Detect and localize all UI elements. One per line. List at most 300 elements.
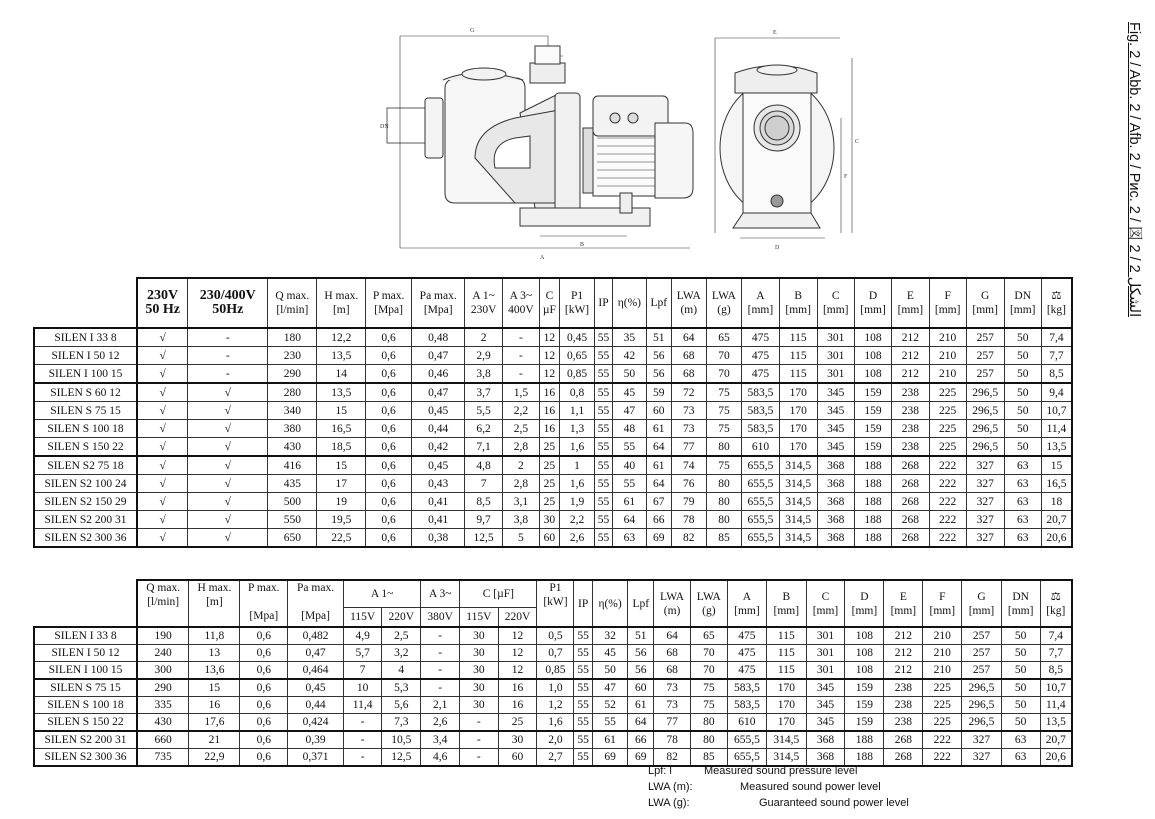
table-cell: 66 [628,731,654,749]
table-cell: 290 [137,679,189,697]
table-cell: 64 [628,714,654,732]
table-cell: 2,9 [465,347,502,365]
table-row [34,697,1072,714]
header-pmax: P max. [Mpa] [366,278,412,328]
table-cell: 327 [966,511,1004,529]
table-cell: 51 [646,328,671,347]
header-ip: IP [595,278,613,328]
table-cell: 12 [540,365,560,384]
table-cell: 55 [595,365,613,384]
dim-label-b: B [580,242,585,248]
table-cell: 257 [966,365,1004,384]
table-cell: 108 [854,328,891,347]
table-cell: 296,5 [966,438,1004,457]
table-cell: 80 [706,493,741,511]
table-cell: 55 [595,402,613,420]
table-cell: 30 [460,679,498,697]
table-cell: 238 [892,420,929,438]
table-cell: 12 [498,627,537,645]
table-cell: 65 [690,627,727,645]
table-cell: 212 [892,347,929,365]
table-cell: 296,5 [966,402,1004,420]
table-cell: 188 [854,475,891,493]
table-cell: 225 [923,714,962,732]
table-cell: 10,7 [1040,679,1072,697]
table-row [34,475,1072,493]
table-cell: 70 [706,365,741,384]
dim-label-e: E [773,30,777,36]
table-cell: 11,8 [189,627,240,645]
table-cell: 300 [137,662,189,680]
table-cell: 21 [189,731,240,749]
table-cell: 56 [628,645,654,662]
table-cell: 4,9 [343,627,381,645]
table-cell: 2,6 [559,529,595,548]
table-cell: 0,85 [537,662,574,680]
header-qmax: Q max. [l/min] [137,580,189,627]
table-cell: 77 [654,714,691,732]
table-cell: 68 [671,365,706,384]
table-cell: 108 [854,365,891,384]
table-cell: - [343,731,381,749]
header-dim-g: G [mm] [962,580,1001,627]
table-cell: 583,5 [742,383,780,402]
table-cell: 222 [929,456,966,475]
table-cell: 16 [540,420,560,438]
table-cell: 47 [612,402,646,420]
table-cell: 56 [628,662,654,680]
table-cell: 222 [929,529,966,548]
table-cell: 170 [767,714,806,732]
header-dim-f: F [mm] [929,278,966,328]
header-a3-380v: 380V [421,608,460,628]
table-cell: 5 [502,529,539,548]
table-cell: 115 [779,347,817,365]
table-cell: 48 [612,420,646,438]
table-cell: 4,6 [421,749,460,767]
model-name: SILEN S 75 15 [34,402,137,420]
table-cell: 55 [595,511,613,529]
table-row [34,438,1072,457]
table-cell: 314,5 [779,456,817,475]
table-cell: 368 [817,456,854,475]
table-cell: 0,38 [411,529,464,548]
header-dim-f: F [mm] [923,580,962,627]
table-cell: 55 [574,731,592,749]
table-cell: 314,5 [779,493,817,511]
table-cell: 63 [612,529,646,548]
table-cell: 240 [137,645,189,662]
table-cell: 50 [1001,662,1040,680]
table-cell: √ [188,456,268,475]
table-row [34,662,1072,680]
table-cell: 63 [1004,475,1041,493]
table-cell: 610 [727,714,766,732]
table-cell: 655,5 [742,493,780,511]
table-cell: √ [188,475,268,493]
header-lwa-g: LWA (g) [706,278,741,328]
table-cell: 238 [884,679,923,697]
table-cell: 20,7 [1040,731,1072,749]
table-cell: 1,6 [559,438,595,457]
model-name: SILEN I 50 12 [34,645,137,662]
table-cell: 115 [779,328,817,347]
table-cell: 327 [966,475,1004,493]
table-cell: 368 [817,529,854,548]
table-cell: - [502,328,539,347]
table-cell: 345 [817,402,854,420]
header-dim-c: C [mm] [806,580,845,627]
table-cell: 60 [540,529,560,548]
table-cell: 170 [767,697,806,714]
model-name: SILEN I 100 15 [34,662,137,680]
table-cell: 55 [574,714,592,732]
header-dim-e: E [mm] [892,278,929,328]
table-cell: 56 [646,365,671,384]
table-cell: 3,4 [421,731,460,749]
table-cell: 55 [612,475,646,493]
table-cell: 55 [574,627,592,645]
header-a1-115v: 115V [343,608,381,628]
dim-label-g: G [470,28,475,34]
table-cell: 5,5 [465,402,502,420]
table-cell: 7,4 [1041,328,1072,347]
table-cell: 75 [690,679,727,697]
table-row [34,493,1072,511]
table-cell: 170 [779,420,817,438]
model-name: SILEN S2 200 31 [34,731,137,749]
table-cell: 212 [884,627,923,645]
table-cell: 55 [574,645,592,662]
table-cell: 9,7 [465,511,502,529]
header-ip: IP [574,580,592,627]
table-cell: 368 [817,511,854,529]
table-cell: 32 [592,627,628,645]
table-cell: 16,5 [317,420,366,438]
table-cell: 2,5 [502,420,539,438]
table-cell: 655,5 [742,511,780,529]
table-cell: 115 [767,627,806,645]
table-cell: - [460,731,498,749]
table-cell: 3,7 [465,383,502,402]
table-cell: - [421,662,460,680]
table-cell: 52 [592,697,628,714]
table-cell: 85 [690,749,727,767]
table-cell: 19 [317,493,366,511]
table-cell: 40 [612,456,646,475]
table-cell: 67 [646,493,671,511]
table-cell: 2,6 [421,714,460,732]
header-dim-e: E [mm] [884,580,923,627]
table-cell: 55 [595,438,613,457]
table-cell: 0,47 [411,347,464,365]
table-cell: 2,8 [502,438,539,457]
table-cell: 212 [892,328,929,347]
header-lpf: Lpf [628,580,654,627]
header-lwa-g: LWA (g) [690,580,727,627]
table-cell: 268 [892,511,929,529]
table-cell: 16 [189,697,240,714]
model-name: SILEN S 60 12 [34,383,137,402]
table-cell: 268 [892,493,929,511]
table-cell: 16 [540,383,560,402]
table-cell: 475 [727,662,766,680]
table-cell: 7,1 [465,438,502,457]
table-cell: 13 [189,645,240,662]
table-cell: √ [137,365,188,384]
table-cell: 159 [845,714,884,732]
table-cell: 7 [465,475,502,493]
specs-table-body [34,328,1072,547]
table-cell: 225 [929,420,966,438]
table-cell: 0,6 [240,679,288,697]
table-cell: 180 [268,328,317,347]
table-cell: 475 [727,645,766,662]
table-cell: 12 [498,645,537,662]
specs-table-body [34,627,1072,766]
table-cell: √ [137,383,188,402]
table-cell: 345 [806,714,845,732]
table-cell: 2 [465,328,502,347]
table-cell: 314,5 [779,475,817,493]
table-cell: - [421,679,460,697]
table-cell: 301 [817,365,854,384]
header-blank [34,278,137,328]
table-cell: 0,6 [366,402,412,420]
table-row [34,383,1072,402]
table-cell: 650 [268,529,317,548]
table-cell: 55 [592,714,628,732]
table-cell: √ [137,347,188,365]
table-cell: 108 [854,347,891,365]
table-cell: 65 [706,328,741,347]
table-cell: 55 [574,749,592,767]
table-cell: 70 [690,662,727,680]
table-cell: √ [137,328,188,347]
table-cell: 50 [1001,645,1040,662]
table-cell: 68 [671,347,706,365]
table-cell: 75 [706,420,741,438]
table-cell: 30 [540,511,560,529]
table-cell: 3,2 [382,645,421,662]
table-row [34,679,1072,697]
table-cell: 0,6 [240,662,288,680]
table-cell: 327 [966,456,1004,475]
table-cell: 50 [1004,328,1041,347]
table-cell: 170 [767,679,806,697]
table-cell: 60 [498,749,537,767]
table-cell: 2,7 [537,749,574,767]
model-name: SILEN S2 300 36 [34,529,137,548]
table-cell: 0,45 [559,328,595,347]
table-cell: 268 [884,731,923,749]
table-row [34,529,1072,548]
table-cell: 0,6 [366,347,412,365]
header-dn: DN [mm] [1004,278,1041,328]
table-cell: 212 [884,645,923,662]
table-cell: 2,1 [421,697,460,714]
table-cell: 25 [540,493,560,511]
table-cell: 80 [690,731,727,749]
table-cell: √ [137,402,188,420]
table-cell: 190 [137,627,189,645]
table-cell: 12 [540,347,560,365]
table-cell: 380 [268,420,317,438]
table-cell: 212 [892,365,929,384]
header-weight: ⚖ [kg] [1041,278,1072,328]
header-dim-b: B [mm] [779,278,817,328]
table-cell: 64 [646,475,671,493]
table-cell: 64 [612,511,646,529]
table-cell: 115 [767,645,806,662]
table-cell: 20,7 [1041,511,1072,529]
table-cell: 0,6 [240,731,288,749]
table-cell: 225 [923,679,962,697]
table-cell: 17 [317,475,366,493]
table-cell: 73 [671,402,706,420]
table-cell: 0,7 [537,645,574,662]
table-cell: 0,47 [411,383,464,402]
header-blank [34,580,137,627]
table-cell: 0,6 [366,475,412,493]
table-row [34,328,1072,347]
table-cell: 63 [1004,529,1041,548]
table-cell: 45 [592,645,628,662]
table-cell: 11,4 [1041,420,1072,438]
table-cell: 170 [779,402,817,420]
table-cell: 5,6 [382,697,421,714]
scale-icon: ⚖ [1050,590,1061,603]
header-pamax: Pa max. [Mpa] [288,580,344,627]
table-cell: 50 [1004,420,1041,438]
table-cell: 55 [612,438,646,457]
table-cell: √ [137,420,188,438]
table-cell: 0,6 [366,511,412,529]
table-cell: 15 [317,456,366,475]
table-cell: 16 [498,679,537,697]
table-cell: 51 [628,627,654,645]
table-cell: 238 [892,402,929,420]
table-cell: √ [137,438,188,457]
table-cell: 0,6 [240,645,288,662]
table-cell: 60 [628,679,654,697]
table-cell: 210 [929,328,966,347]
table-cell: 12 [540,328,560,347]
table-cell: 2,0 [537,731,574,749]
table-cell: 0,45 [411,402,464,420]
table-cell: 75 [706,402,741,420]
table-cell: 0,65 [559,347,595,365]
table-cell: √ [188,438,268,457]
header-hmax: H max. [m] [189,580,240,627]
table-row [34,511,1072,529]
table-cell: 73 [654,697,691,714]
table-cell: 13,5 [1041,438,1072,457]
table-cell: 13,5 [1040,714,1072,732]
table-cell: 257 [962,627,1001,645]
table-cell: 50 [1001,627,1040,645]
table-cell: 56 [646,347,671,365]
table-cell: 42 [612,347,646,365]
table-cell: √ [188,420,268,438]
model-name: SILEN S2 300 36 [34,749,137,767]
table-cell: 55 [574,697,592,714]
table-cell: 0,44 [288,697,344,714]
figure-label [1120,22,1150,352]
model-name: SILEN I 50 12 [34,347,137,365]
table-cell: 61 [646,420,671,438]
header-capacitor: C µF [540,278,560,328]
header-dim-a: A [mm] [727,580,766,627]
header-dn: DN [mm] [1001,580,1040,627]
table-cell: 0,6 [366,438,412,457]
table-cell: 170 [779,438,817,457]
table-cell: 475 [742,365,780,384]
table-cell: 222 [929,493,966,511]
table-cell: √ [188,529,268,548]
table-cell: 257 [962,645,1001,662]
table-cell: 0,47 [288,645,344,662]
table-cell: √ [188,493,268,511]
table-cell: 655,5 [727,749,766,767]
table-cell: 416 [268,456,317,475]
table-cell: 368 [817,475,854,493]
header-230v-50hz: 230V 50 Hz [137,278,188,328]
table-cell: 1,9 [559,493,595,511]
table-cell: 296,5 [962,697,1001,714]
table-cell: 327 [966,529,1004,548]
table-cell: 583,5 [727,679,766,697]
model-name: SILEN S2 100 24 [34,475,137,493]
table-cell: 4 [382,662,421,680]
table-cell: 73 [654,679,691,697]
table-cell: 60 [646,402,671,420]
table-cell: 430 [268,438,317,457]
table-cell: 69 [628,749,654,767]
table-cell: 80 [706,475,741,493]
table-cell: 159 [854,402,891,420]
table-cell: 15 [1041,456,1072,475]
table-cell: 7,4 [1040,627,1072,645]
table-cell: 10 [343,679,381,697]
table-cell: 3,8 [465,365,502,384]
table-cell: 257 [962,662,1001,680]
table-cell: 55 [595,529,613,548]
specs-table-115-220v-60hz [33,579,1073,767]
table-cell: 345 [806,697,845,714]
table-cell: √ [137,511,188,529]
table-row [34,347,1072,365]
table-cell: 55 [595,383,613,402]
table-cell: 327 [962,731,1001,749]
table-cell: 210 [923,645,962,662]
table-cell: 69 [646,529,671,548]
table-cell: 0,6 [240,714,288,732]
table-cell: 25 [498,714,537,732]
header-c-220v: 220V [498,608,537,628]
table-cell: 0,85 [559,365,595,384]
table-cell: 20,6 [1040,749,1072,767]
table-cell: 314,5 [779,529,817,548]
table-cell: 238 [884,714,923,732]
table-cell: 63 [1004,456,1041,475]
model-name: SILEN S2 200 31 [34,511,137,529]
table-cell: 115 [779,365,817,384]
table-cell: 188 [854,456,891,475]
table-cell: 78 [654,731,691,749]
table-cell: 74 [671,456,706,475]
table-cell: 2,2 [559,511,595,529]
